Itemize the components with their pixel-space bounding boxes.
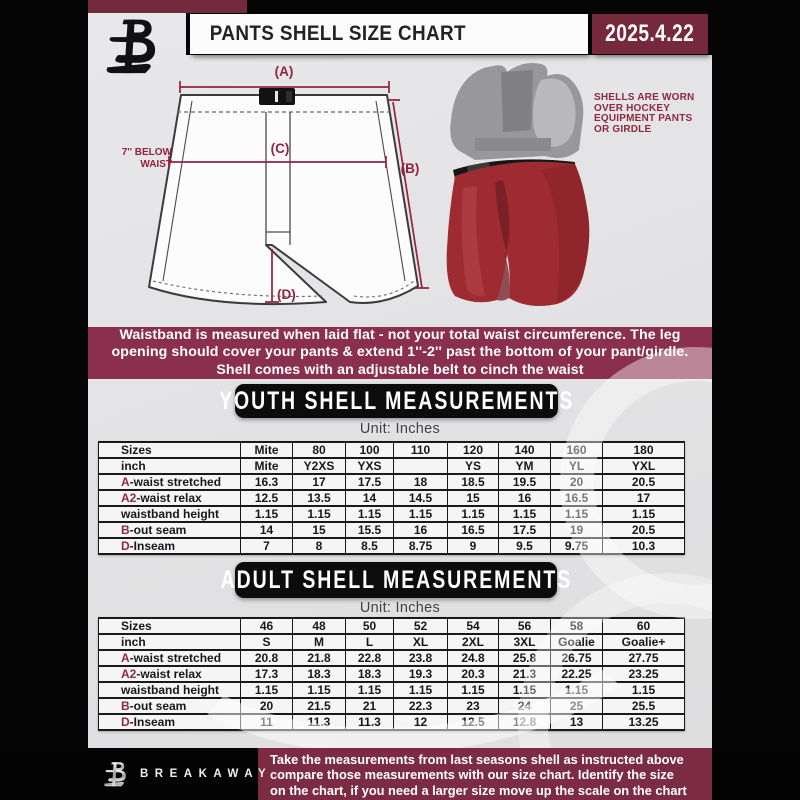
- page-background: [88, 13, 712, 748]
- value-cell: 25.8: [499, 650, 551, 666]
- youth-heading-label: YOUTH SHELL MEASUREMENTS: [218, 386, 575, 415]
- value-cell: 17: [293, 474, 346, 490]
- value-cell: Mite: [241, 458, 293, 474]
- value-cell: 21: [346, 698, 394, 714]
- photo-caption: [594, 93, 704, 135]
- value-cell: 17.5: [499, 522, 551, 538]
- notice-banner-line1: Waistband is measured when laid flat - not your total waist circumference. The leg: [119, 327, 681, 344]
- row-label-cell: waistband height: [99, 506, 241, 522]
- table-row: [99, 698, 685, 714]
- value-cell: 19: [551, 522, 603, 538]
- value-cell: 23.25: [603, 666, 685, 682]
- value-cell: 1.15: [551, 506, 603, 522]
- table-row: [99, 618, 685, 634]
- photo-caption-line: SHELLS ARE WORN: [594, 92, 695, 103]
- shorts-measurement-diagram: [100, 55, 440, 325]
- value-cell: 14.5: [394, 490, 448, 506]
- measurement-letter: A2: [121, 667, 137, 681]
- value-cell: 9.5: [499, 538, 551, 554]
- value-cell: 100: [346, 442, 394, 458]
- value-cell: Mite: [241, 442, 293, 458]
- photo-caption-line: OVER HOCKEY: [594, 102, 671, 114]
- value-cell: 140: [499, 442, 551, 458]
- row-label-cell: Sizes: [99, 442, 241, 458]
- table-row: [99, 650, 685, 666]
- value-cell: 25.5: [603, 698, 685, 714]
- brand-wordmark: BREAKAWAY: [140, 768, 273, 780]
- value-cell: 13: [551, 714, 603, 730]
- adult-measurements-table: [98, 617, 685, 731]
- row-label-cell: Sizes: [99, 618, 241, 634]
- value-cell: 1.15: [499, 682, 551, 698]
- value-cell: 1.15: [603, 682, 685, 698]
- value-cell: 17: [603, 490, 685, 506]
- measurement-label-b: (B): [400, 161, 420, 176]
- value-cell: YS: [448, 458, 499, 474]
- value-cell: 20: [241, 698, 293, 714]
- value-cell: 1.15: [394, 682, 448, 698]
- value-cell: 17.3: [241, 666, 293, 682]
- value-cell: 20.5: [603, 474, 685, 490]
- value-cell: Y2XS: [293, 458, 346, 474]
- value-cell: YXS: [346, 458, 394, 474]
- notice-banner-line2: opening should cover your pants & extend 1''-2'' past the bottom of your pant/girdle.: [111, 344, 689, 361]
- value-cell: 12.8: [499, 714, 551, 730]
- value-cell: 23: [448, 698, 499, 714]
- measurement-letter: D: [121, 539, 130, 553]
- value-cell: 50: [346, 618, 394, 634]
- table-row: [99, 682, 685, 698]
- value-cell: 16: [394, 522, 448, 538]
- value-cell: 24.8: [448, 650, 499, 666]
- breakaway-logo-icon-small: [103, 760, 129, 789]
- value-cell: 1.15: [448, 682, 499, 698]
- value-cell: 1.15: [499, 506, 551, 522]
- value-cell: 23.8: [394, 650, 448, 666]
- girdle-thigh-pad: [533, 79, 576, 147]
- value-cell: 22.8: [346, 650, 394, 666]
- value-cell: 8.75: [394, 538, 448, 554]
- value-cell: 80: [293, 442, 346, 458]
- value-cell: 13.25: [603, 714, 685, 730]
- value-cell: 8: [293, 538, 346, 554]
- adult-heading-label: ADULT SHELL MEASUREMENTS: [220, 565, 572, 594]
- measurement-letter: A: [121, 475, 130, 489]
- value-cell: Goalie: [551, 634, 603, 650]
- measurement-label-c: (C): [270, 141, 290, 156]
- table-row: [99, 538, 685, 554]
- value-cell: 1.15: [241, 506, 293, 522]
- row-label-cell: B-out seam: [99, 698, 241, 714]
- row-label-cell: D-Inseam: [99, 538, 241, 554]
- footer-note-line2: compare those measurements with our size chart. Identify the size: [270, 767, 674, 783]
- footer-note-line1: Take the measurements from last seasons shell as instructed above: [270, 752, 684, 767]
- value-cell: 56: [499, 618, 551, 634]
- value-cell: 19.3: [394, 666, 448, 682]
- value-cell: 1.15: [293, 506, 346, 522]
- row-label-cell: A-waist stretched: [99, 474, 241, 490]
- measurement-letter: B: [121, 699, 130, 713]
- shorts-outline: [149, 95, 418, 304]
- page-title-box: [190, 14, 588, 54]
- value-cell: 15: [448, 490, 499, 506]
- value-cell: 19.5: [499, 474, 551, 490]
- value-cell: 10.3: [603, 538, 685, 554]
- value-cell: 18: [394, 474, 448, 490]
- row-label-cell: inch: [99, 634, 241, 650]
- value-cell: 11.3: [346, 714, 394, 730]
- value-cell: 1.15: [551, 682, 603, 698]
- table-row: [99, 634, 685, 650]
- value-cell: 13.5: [293, 490, 346, 506]
- value-cell: 54: [448, 618, 499, 634]
- date-badge: [592, 14, 708, 54]
- table-row: [99, 522, 685, 538]
- value-cell: 48: [293, 618, 346, 634]
- value-cell: 46: [241, 618, 293, 634]
- value-cell: 58: [551, 618, 603, 634]
- value-cell: 180: [603, 442, 685, 458]
- photo-caption-line: EQUIPMENT PANTS: [594, 113, 693, 124]
- footer-note: [270, 752, 710, 798]
- value-cell: 24: [499, 698, 551, 714]
- value-cell: 60: [603, 618, 685, 634]
- value-cell: L: [346, 634, 394, 650]
- value-cell: 18.3: [293, 666, 346, 682]
- below-waist-note-line1: 7'' BELOW: [121, 147, 172, 158]
- value-cell: 15.5: [346, 522, 394, 538]
- value-cell: 18.5: [448, 474, 499, 490]
- value-cell: [394, 458, 448, 474]
- value-cell: 14: [241, 522, 293, 538]
- adult-unit-label: Unit: Inches: [359, 600, 441, 616]
- measurement-label-a: (A): [274, 64, 294, 79]
- value-cell: YM: [499, 458, 551, 474]
- row-label-cell: A2-waist relax: [99, 490, 241, 506]
- value-cell: 18.3: [346, 666, 394, 682]
- value-cell: 9.75: [551, 538, 603, 554]
- table-row: [99, 714, 685, 730]
- value-cell: 17.5: [346, 474, 394, 490]
- table-row: [99, 474, 685, 490]
- value-cell: 20.8: [241, 650, 293, 666]
- breakaway-logo-icon: [103, 15, 163, 79]
- measurement-letter: A2: [121, 491, 137, 505]
- row-label-cell: A2-waist relax: [99, 666, 241, 682]
- value-cell: 12: [394, 714, 448, 730]
- value-cell: 110: [394, 442, 448, 458]
- value-cell: 21.5: [293, 698, 346, 714]
- value-cell: 11.3: [293, 714, 346, 730]
- value-cell: 120: [448, 442, 499, 458]
- footer-note-line3: on the chart, if you need a larger size move up the scale on the chart: [270, 782, 687, 798]
- value-cell: 20: [551, 474, 603, 490]
- value-cell: 1.15: [241, 682, 293, 698]
- buckle-slot: [275, 91, 278, 102]
- measurement-letter: A: [121, 651, 130, 665]
- measurement-label-d: (D): [277, 287, 296, 302]
- value-cell: 14: [346, 490, 394, 506]
- table-row: [99, 506, 685, 522]
- notice-banner-line3: Shell comes with an adjustable belt to cinch the waist: [216, 361, 584, 378]
- value-cell: 1.15: [448, 506, 499, 522]
- youth-measurements-table: [98, 441, 685, 555]
- adult-section-heading: [220, 562, 572, 598]
- value-cell: S: [241, 634, 293, 650]
- footer-brand: [103, 748, 272, 800]
- girdle-center-panel: [501, 70, 533, 132]
- row-label-cell: A-waist stretched: [99, 650, 241, 666]
- value-cell: 2XL: [448, 634, 499, 650]
- value-cell: 22.3: [394, 698, 448, 714]
- page-title: PANTS SHELL SIZE CHART: [209, 22, 466, 45]
- row-label-cell: D-Inseam: [99, 714, 241, 730]
- value-cell: 1.15: [346, 506, 394, 522]
- below-waist-note-line2: WAIST: [140, 159, 172, 170]
- photo-caption-line: OR GIRDLE: [594, 123, 652, 135]
- value-cell: 15: [293, 522, 346, 538]
- value-cell: 26.75: [551, 650, 603, 666]
- buckle-tab: [286, 91, 292, 102]
- notice-banner: [88, 327, 712, 379]
- below-waist-note: [104, 147, 172, 171]
- value-cell: 20.5: [603, 522, 685, 538]
- header-accent-strip: [88, 0, 247, 13]
- value-cell: 16.3: [241, 474, 293, 490]
- value-cell: XL: [394, 634, 448, 650]
- value-cell: 21.8: [293, 650, 346, 666]
- girdle-belt: [475, 138, 551, 151]
- value-cell: 12.5: [448, 714, 499, 730]
- youth-unit-label: Unit: Inches: [359, 421, 441, 437]
- value-cell: 1.15: [346, 682, 394, 698]
- value-cell: 11: [241, 714, 293, 730]
- value-cell: 21.3: [499, 666, 551, 682]
- table-row: [99, 666, 685, 682]
- value-cell: 27.75: [603, 650, 685, 666]
- measurement-letter: D: [121, 715, 130, 729]
- value-cell: 8.5: [346, 538, 394, 554]
- value-cell: 3XL: [499, 634, 551, 650]
- value-cell: YXL: [603, 458, 685, 474]
- value-cell: 9: [448, 538, 499, 554]
- value-cell: 1.15: [394, 506, 448, 522]
- table-row: [99, 490, 685, 506]
- value-cell: 16.5: [551, 490, 603, 506]
- value-cell: 1.15: [603, 506, 685, 522]
- value-cell: 20.3: [448, 666, 499, 682]
- value-cell: M: [293, 634, 346, 650]
- value-cell: YL: [551, 458, 603, 474]
- value-cell: 22.25: [551, 666, 603, 682]
- measurement-letter: B: [121, 523, 130, 537]
- value-cell: 1.15: [293, 682, 346, 698]
- date-label: 2025.4.22: [605, 20, 695, 47]
- value-cell: 16.5: [448, 522, 499, 538]
- youth-section-heading: [218, 384, 575, 418]
- value-cell: 25: [551, 698, 603, 714]
- value-cell: 12.5: [241, 490, 293, 506]
- row-label-cell: inch: [99, 458, 241, 474]
- row-label-cell: waistband height: [99, 682, 241, 698]
- value-cell: 16: [499, 490, 551, 506]
- value-cell: 52: [394, 618, 448, 634]
- value-cell: 7: [241, 538, 293, 554]
- row-label-cell: B-out seam: [99, 522, 241, 538]
- table-row: [99, 458, 685, 474]
- value-cell: Goalie+: [603, 634, 685, 650]
- value-cell: 160: [551, 442, 603, 458]
- table-row: [99, 442, 685, 458]
